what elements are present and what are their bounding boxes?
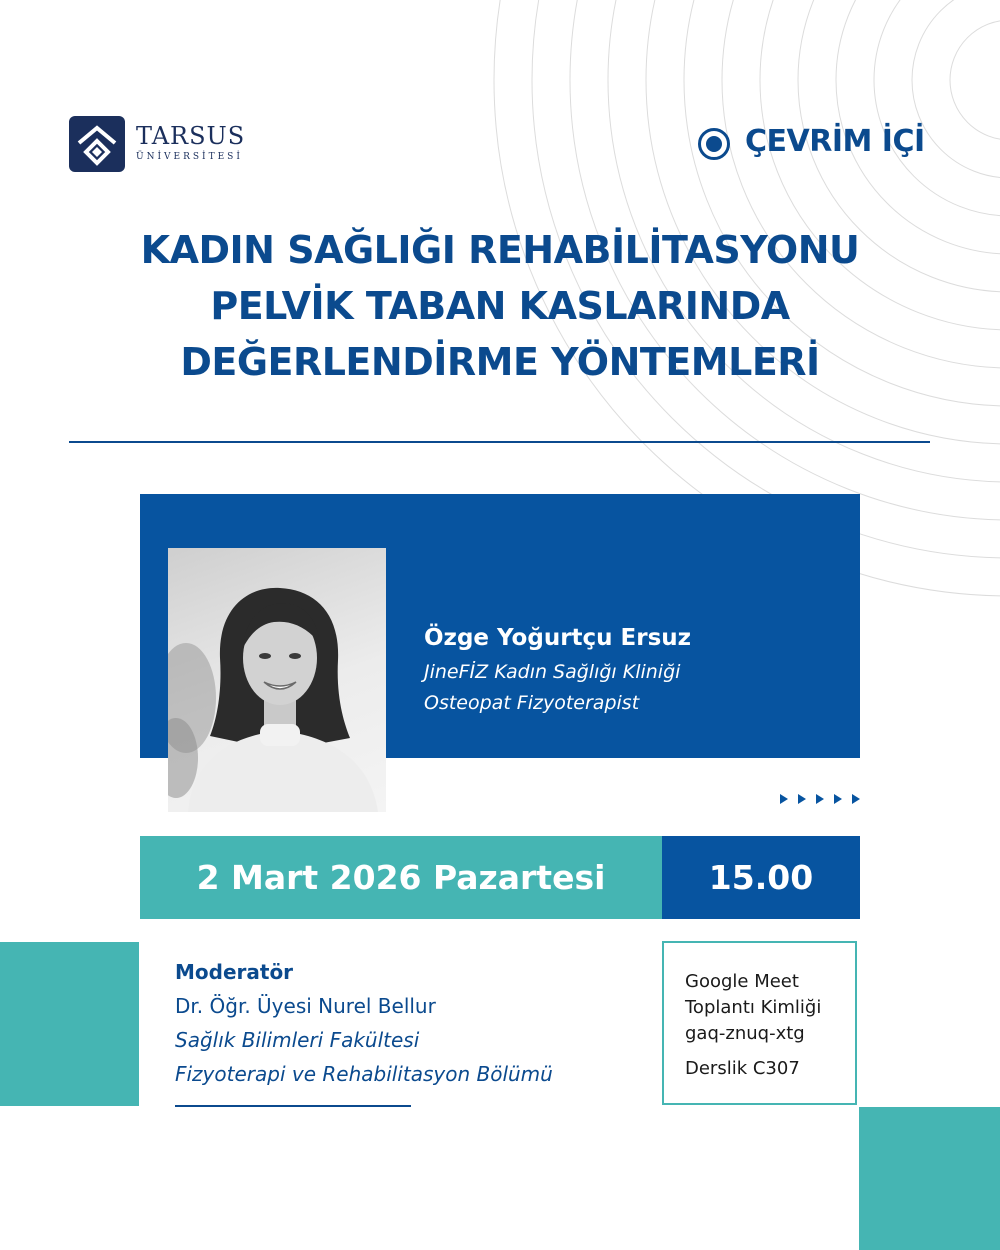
meeting-room: Derslik C307: [685, 1058, 800, 1079]
moderator-faculty: Sağlık Bilimleri Fakültesi: [175, 1028, 420, 1052]
speaker-photo: [168, 548, 386, 812]
online-label: ÇEVRİM İÇİ: [745, 124, 925, 159]
arc-ring: [874, 0, 1000, 216]
moderator-underline: [175, 1105, 411, 1107]
arrow-triangles-icon: [778, 791, 868, 805]
logo-subtitle: ÜNİVERSİTESİ: [136, 152, 243, 162]
arc-ring: [912, 0, 1000, 178]
moderator-heading: Moderatör: [175, 960, 294, 984]
event-title: [40, 222, 960, 390]
arc-ring: [950, 20, 1000, 140]
speaker-role: Osteopat Fizyoterapist: [424, 692, 640, 714]
speaker-name: Özge Yoğurtçu Ersuz: [424, 625, 692, 651]
title-line-2: PELVİK TABAN KASLARINDA: [210, 284, 790, 328]
logo-wordmark: TARSUS: [136, 122, 246, 150]
university-logo-icon: [69, 116, 125, 172]
teal-square-decoration-right: [859, 1107, 1000, 1250]
title-divider: [69, 441, 930, 443]
speaker-affiliation: JineFİZ Kadın Sağlığı Kliniği: [424, 661, 681, 683]
radio-dot-icon: [697, 127, 731, 161]
meeting-platform: Google Meet: [685, 971, 799, 992]
title-line-3: DEĞERLENDİRME YÖNTEMLERİ: [180, 340, 820, 384]
meeting-id-value: gaq-znuq-xtg: [685, 1023, 805, 1044]
title-line-1: KADIN SAĞLIĞI REHABİLİTASYONU: [140, 228, 860, 272]
moderator-name: Dr. Öğr. Üyesi Nurel Bellur: [175, 994, 436, 1018]
meeting-id-label: Toplantı Kimliği: [685, 997, 822, 1018]
teal-square-decoration-left: [0, 942, 139, 1106]
moderator-department: Fizyoterapi ve Rehabilitasyon Bölümü: [175, 1062, 553, 1086]
event-date: 2 Mart 2026 Pazartesi: [196, 858, 606, 897]
event-time: 15.00: [708, 858, 814, 897]
